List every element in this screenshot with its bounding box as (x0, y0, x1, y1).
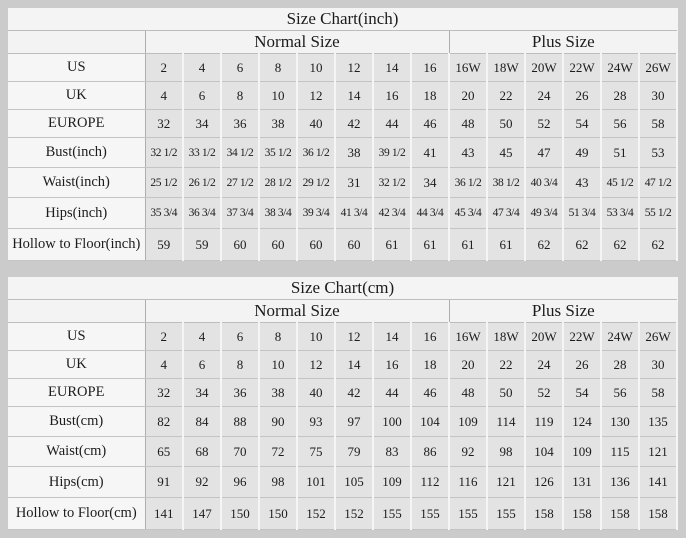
size-value-cell: 35 1/2 (259, 138, 297, 168)
size-value-cell: 86 (411, 437, 449, 467)
size-value-cell: 141 (639, 467, 677, 498)
size-value-cell: 47 3/4 (487, 198, 525, 229)
size-value-cell: 56 (601, 379, 639, 407)
size-value-cell: 28 (601, 351, 639, 379)
size-value-cell: 8 (221, 82, 259, 110)
size-chart-inch-table (8, 8, 678, 261)
size-value-cell: 33 1/2 (183, 138, 221, 168)
size-value-cell: 121 (487, 467, 525, 498)
size-value-cell: 26W (639, 323, 677, 351)
size-value-cell: 101 (297, 467, 335, 498)
size-value-cell: 61 (411, 229, 449, 261)
size-value-cell: 98 (487, 437, 525, 467)
size-value-cell: 50 (487, 379, 525, 407)
size-value-cell: 32 (145, 379, 183, 407)
size-value-cell: 41 (411, 138, 449, 168)
size-value-cell: 14 (373, 323, 411, 351)
size-value-cell: 92 (183, 467, 221, 498)
size-value-cell: 16W (449, 54, 487, 82)
size-value-cell: 24 (525, 351, 563, 379)
size-value-cell: 20W (525, 54, 563, 82)
size-value-cell: 8 (221, 351, 259, 379)
size-value-cell: 26W (639, 54, 677, 82)
size-value-cell: 116 (449, 467, 487, 498)
size-value-cell: 38 3/4 (259, 198, 297, 229)
size-value-cell: 88 (221, 407, 259, 437)
group-header-row (8, 300, 677, 323)
size-chart-cm-table (8, 277, 678, 530)
size-value-cell: 8 (259, 323, 297, 351)
size-value-cell: 36 1/2 (297, 138, 335, 168)
size-value-cell: 61 (487, 229, 525, 261)
size-value-cell: 29 1/2 (297, 168, 335, 198)
size-value-cell: 34 1/2 (221, 138, 259, 168)
size-value-cell: 32 1/2 (145, 138, 183, 168)
size-value-cell: 147 (183, 498, 221, 530)
size-value-cell: 62 (525, 229, 563, 261)
size-value-cell: 26 (563, 82, 601, 110)
size-value-cell: 26 (563, 351, 601, 379)
size-value-cell: 4 (145, 82, 183, 110)
size-value-cell: 40 (297, 110, 335, 138)
row-label: Hollow to Floor(inch) (8, 229, 145, 261)
size-value-cell: 10 (297, 54, 335, 82)
size-value-cell: 39 1/2 (373, 138, 411, 168)
size-value-cell: 91 (145, 467, 183, 498)
size-value-cell: 109 (373, 467, 411, 498)
size-value-cell: 96 (221, 467, 259, 498)
size-value-cell: 152 (335, 498, 373, 530)
size-value-cell: 14 (373, 54, 411, 82)
row-label: EUROPE (8, 379, 145, 407)
size-value-cell: 18 (411, 82, 449, 110)
size-value-cell: 12 (335, 54, 373, 82)
size-value-cell: 51 3/4 (563, 198, 601, 229)
size-value-cell: 104 (525, 437, 563, 467)
size-value-cell: 75 (297, 437, 335, 467)
size-value-cell: 20 (449, 351, 487, 379)
size-value-cell: 48 (449, 379, 487, 407)
size-value-cell: 60 (221, 229, 259, 261)
size-value-cell: 124 (563, 407, 601, 437)
size-value-cell: 136 (601, 467, 639, 498)
size-value-cell: 34 (183, 379, 221, 407)
size-value-cell: 109 (449, 407, 487, 437)
size-value-cell: 84 (183, 407, 221, 437)
size-value-cell: 18 (411, 351, 449, 379)
size-value-cell: 155 (449, 498, 487, 530)
size-value-cell: 26 1/2 (183, 168, 221, 198)
size-value-cell: 70 (221, 437, 259, 467)
size-value-cell: 45 3/4 (449, 198, 487, 229)
size-value-cell: 32 (145, 110, 183, 138)
size-value-cell: 55 1/2 (639, 198, 677, 229)
size-value-cell: 100 (373, 407, 411, 437)
plus-size-header: Plus Size (449, 300, 677, 323)
size-value-cell: 12 (335, 323, 373, 351)
size-value-cell: 42 3/4 (373, 198, 411, 229)
size-value-cell: 10 (259, 82, 297, 110)
table-row (8, 110, 677, 138)
size-value-cell: 97 (335, 407, 373, 437)
size-value-cell: 38 1/2 (487, 168, 525, 198)
table-row (8, 229, 677, 261)
size-value-cell: 48 (449, 110, 487, 138)
size-value-cell: 43 (449, 138, 487, 168)
size-value-cell: 27 1/2 (221, 168, 259, 198)
table-row (8, 467, 677, 498)
size-value-cell: 40 3/4 (525, 168, 563, 198)
size-value-cell: 155 (411, 498, 449, 530)
size-value-cell: 112 (411, 467, 449, 498)
row-label: EUROPE (8, 110, 145, 138)
table-row (8, 323, 677, 351)
table-title-row (8, 8, 677, 31)
size-value-cell: 16 (373, 351, 411, 379)
row-label: Hips(inch) (8, 198, 145, 229)
size-value-cell: 62 (639, 229, 677, 261)
size-value-cell: 49 (563, 138, 601, 168)
size-value-cell: 24 (525, 82, 563, 110)
size-value-cell: 59 (183, 229, 221, 261)
row-label: Bust(cm) (8, 407, 145, 437)
table-row (8, 407, 677, 437)
size-value-cell: 155 (373, 498, 411, 530)
table-row (8, 82, 677, 110)
size-value-cell: 115 (601, 437, 639, 467)
size-value-cell: 38 (259, 379, 297, 407)
size-value-cell: 158 (563, 498, 601, 530)
size-value-cell: 24W (601, 54, 639, 82)
size-value-cell: 68 (183, 437, 221, 467)
size-value-cell: 14 (335, 82, 373, 110)
size-value-cell: 12 (297, 82, 335, 110)
size-value-cell: 6 (183, 351, 221, 379)
size-value-cell: 82 (145, 407, 183, 437)
size-value-cell: 60 (297, 229, 335, 261)
size-value-cell: 79 (335, 437, 373, 467)
size-value-cell: 52 (525, 379, 563, 407)
size-value-cell: 36 1/2 (449, 168, 487, 198)
size-value-cell: 18W (487, 54, 525, 82)
size-value-cell: 104 (411, 407, 449, 437)
size-value-cell: 14 (335, 351, 373, 379)
size-value-cell: 45 1/2 (601, 168, 639, 198)
size-value-cell: 8 (259, 54, 297, 82)
size-value-cell: 4 (183, 323, 221, 351)
table-title-row (8, 277, 677, 300)
size-value-cell: 150 (259, 498, 297, 530)
size-value-cell: 24W (601, 323, 639, 351)
size-value-cell: 141 (145, 498, 183, 530)
table-row (8, 351, 677, 379)
size-value-cell: 22W (563, 323, 601, 351)
size-value-cell: 38 (335, 138, 373, 168)
size-value-cell: 46 (411, 110, 449, 138)
table-row (8, 437, 677, 467)
size-value-cell: 31 (335, 168, 373, 198)
table-row (8, 138, 677, 168)
size-value-cell: 92 (449, 437, 487, 467)
size-value-cell: 30 (639, 82, 677, 110)
size-value-cell: 4 (145, 351, 183, 379)
corner-cell (8, 31, 145, 54)
row-label: Hollow to Floor(cm) (8, 498, 145, 530)
size-value-cell: 60 (335, 229, 373, 261)
size-value-cell: 56 (601, 110, 639, 138)
size-value-cell: 114 (487, 407, 525, 437)
size-value-cell: 42 (335, 379, 373, 407)
size-value-cell: 39 3/4 (297, 198, 335, 229)
size-value-cell: 155 (487, 498, 525, 530)
size-value-cell: 126 (525, 467, 563, 498)
size-value-cell: 58 (639, 379, 677, 407)
size-value-cell: 6 (221, 323, 259, 351)
table-row (8, 379, 677, 407)
size-value-cell: 35 3/4 (145, 198, 183, 229)
size-value-cell: 53 3/4 (601, 198, 639, 229)
table-title: Size Chart(inch) (8, 8, 677, 31)
table-title: Size Chart(cm) (8, 277, 677, 300)
size-value-cell: 2 (145, 323, 183, 351)
size-value-cell: 65 (145, 437, 183, 467)
size-value-cell: 105 (335, 467, 373, 498)
size-value-cell: 72 (259, 437, 297, 467)
size-value-cell: 12 (297, 351, 335, 379)
size-value-cell: 22 (487, 82, 525, 110)
size-value-cell: 22 (487, 351, 525, 379)
size-value-cell: 54 (563, 379, 601, 407)
size-value-cell: 54 (563, 110, 601, 138)
size-value-cell: 46 (411, 379, 449, 407)
size-value-cell: 45 (487, 138, 525, 168)
corner-cell (8, 300, 145, 323)
size-value-cell: 36 (221, 379, 259, 407)
size-value-cell: 152 (297, 498, 335, 530)
size-value-cell: 6 (183, 82, 221, 110)
size-value-cell: 4 (183, 54, 221, 82)
size-value-cell: 6 (221, 54, 259, 82)
size-value-cell: 47 (525, 138, 563, 168)
size-value-cell: 20W (525, 323, 563, 351)
size-value-cell: 16 (411, 54, 449, 82)
row-label: Hips(cm) (8, 467, 145, 498)
size-value-cell: 28 1/2 (259, 168, 297, 198)
row-label: Waist(cm) (8, 437, 145, 467)
table-row (8, 498, 677, 530)
table-row (8, 168, 677, 198)
row-label: US (8, 54, 145, 82)
size-value-cell: 16 (411, 323, 449, 351)
size-value-cell: 109 (563, 437, 601, 467)
size-value-cell: 53 (639, 138, 677, 168)
size-value-cell: 59 (145, 229, 183, 261)
size-value-cell: 38 (259, 110, 297, 138)
normal-size-header: Normal Size (145, 31, 449, 54)
size-value-cell: 34 (411, 168, 449, 198)
size-value-cell: 58 (639, 110, 677, 138)
size-value-cell: 93 (297, 407, 335, 437)
plus-size-header: Plus Size (449, 31, 677, 54)
size-value-cell: 36 (221, 110, 259, 138)
size-value-cell: 44 (373, 379, 411, 407)
size-value-cell: 16W (449, 323, 487, 351)
size-value-cell: 62 (601, 229, 639, 261)
size-value-cell: 131 (563, 467, 601, 498)
size-value-cell: 22W (563, 54, 601, 82)
normal-size-header: Normal Size (145, 300, 449, 323)
size-value-cell: 150 (221, 498, 259, 530)
size-value-cell: 40 (297, 379, 335, 407)
row-label: UK (8, 82, 145, 110)
size-value-cell: 32 1/2 (373, 168, 411, 198)
size-value-cell: 44 3/4 (411, 198, 449, 229)
size-value-cell: 18W (487, 323, 525, 351)
table-row (8, 198, 677, 229)
size-value-cell: 50 (487, 110, 525, 138)
size-value-cell: 90 (259, 407, 297, 437)
size-value-cell: 61 (449, 229, 487, 261)
size-value-cell: 158 (639, 498, 677, 530)
size-value-cell: 60 (259, 229, 297, 261)
size-value-cell: 43 (563, 168, 601, 198)
size-value-cell: 16 (373, 82, 411, 110)
size-value-cell: 2 (145, 54, 183, 82)
size-value-cell: 51 (601, 138, 639, 168)
size-value-cell: 158 (525, 498, 563, 530)
row-label: UK (8, 351, 145, 379)
table-row (8, 54, 677, 82)
size-value-cell: 25 1/2 (145, 168, 183, 198)
size-value-cell: 130 (601, 407, 639, 437)
size-value-cell: 119 (525, 407, 563, 437)
size-value-cell: 37 3/4 (221, 198, 259, 229)
size-value-cell: 49 3/4 (525, 198, 563, 229)
size-value-cell: 20 (449, 82, 487, 110)
size-value-cell: 30 (639, 351, 677, 379)
size-value-cell: 34 (183, 110, 221, 138)
size-value-cell: 44 (373, 110, 411, 138)
size-value-cell: 41 3/4 (335, 198, 373, 229)
row-label: US (8, 323, 145, 351)
size-value-cell: 62 (563, 229, 601, 261)
size-value-cell: 10 (297, 323, 335, 351)
size-value-cell: 98 (259, 467, 297, 498)
size-value-cell: 47 1/2 (639, 168, 677, 198)
size-value-cell: 36 3/4 (183, 198, 221, 229)
size-value-cell: 42 (335, 110, 373, 138)
row-label: Waist(inch) (8, 168, 145, 198)
size-value-cell: 135 (639, 407, 677, 437)
size-value-cell: 28 (601, 82, 639, 110)
size-value-cell: 52 (525, 110, 563, 138)
row-label: Bust(inch) (8, 138, 145, 168)
size-value-cell: 10 (259, 351, 297, 379)
size-value-cell: 158 (601, 498, 639, 530)
size-value-cell: 121 (639, 437, 677, 467)
group-header-row (8, 31, 677, 54)
size-value-cell: 83 (373, 437, 411, 467)
size-value-cell: 61 (373, 229, 411, 261)
